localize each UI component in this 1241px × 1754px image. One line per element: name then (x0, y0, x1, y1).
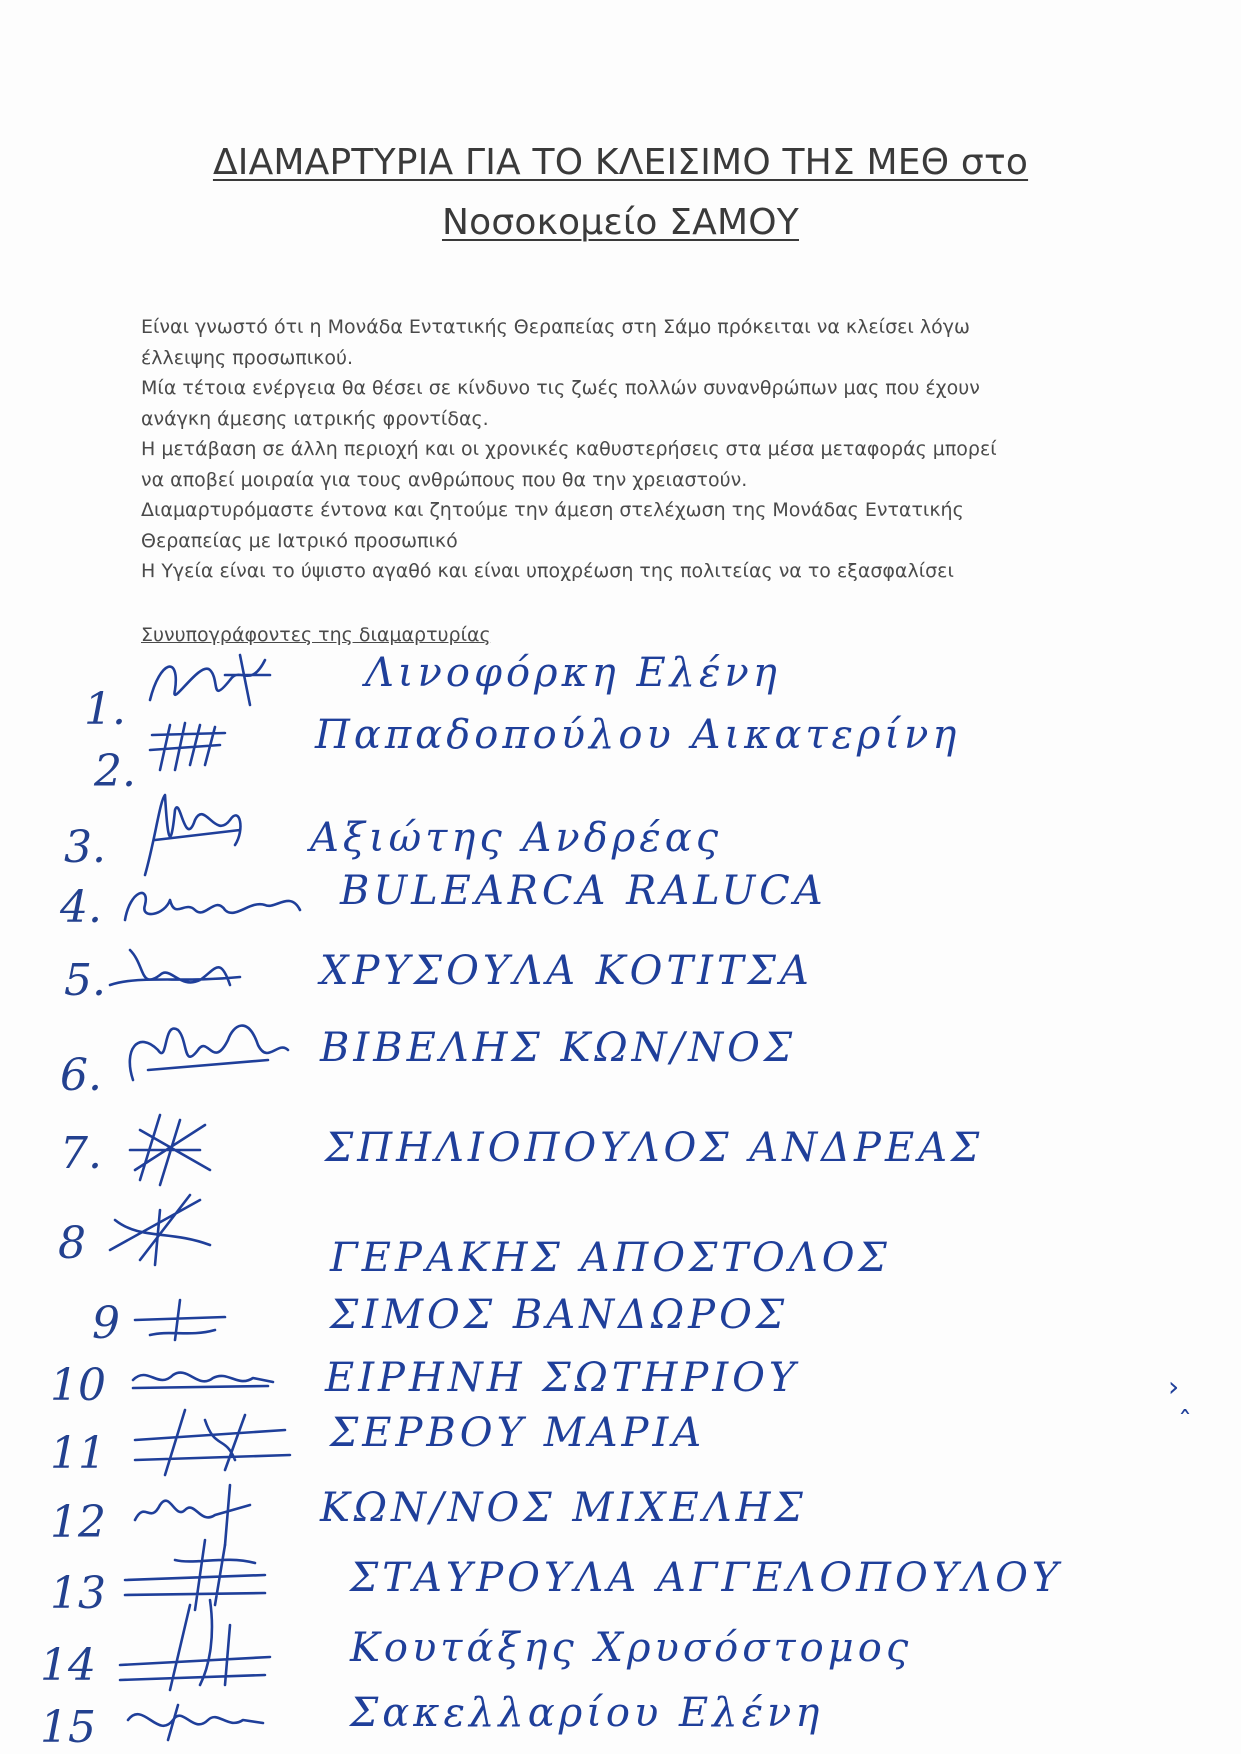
signatory-number: 4. (60, 882, 102, 933)
signature-scribble (118, 1695, 268, 1745)
signatory-number: 2. (94, 746, 136, 797)
signatory-name: ΒΙΒΕΛΗΣ ΚΩΝ/ΝΟΣ (320, 1025, 797, 1071)
signatory-number: 11 (50, 1428, 106, 1479)
signatory-number: 1. (84, 684, 126, 735)
signatory-name: ΣΤΑΥΡΟΥΛΑ ΑΓΓΕΛΟΠΟΥΛΟΥ (350, 1555, 1063, 1601)
signatory-name: ΣΠΗΛΙΟΠΟΥΛΟΣ ΑΝΔΡΕΑΣ (325, 1125, 984, 1171)
signatory-number: 12 (50, 1497, 106, 1548)
signature-scribble (100, 945, 250, 1005)
signature-scribble (100, 1190, 220, 1270)
body-line: να αποβεί μοιραία για τους ανθρώπους που θα την χρειαστούν. (141, 468, 748, 491)
signatory-name: Λινοφόρκη Ελένη (365, 650, 781, 696)
signatory-name: Σακελλαρίου Ελένη (350, 1690, 824, 1736)
signature-scribble (140, 650, 280, 710)
body-line: Η μετάβαση σε άλλη περιοχή και οι χρονικές καθυστερήσεις στα μέσα μεταφοράς μπορεί (141, 438, 997, 460)
signatory-name: Παπαδοπούλου Αικατερίνη (315, 712, 961, 758)
cosigners-heading: Συνυπογράφοντες της διαμαρτυρίας (141, 624, 491, 646)
signature-scribble (118, 1010, 293, 1090)
signatory-name: ΕΙΡΗΝΗ ΣΩΤΗΡΙΟΥ (325, 1355, 800, 1401)
signatory-name: BULEARCA RALUCA (340, 868, 827, 914)
body-line: Η Υγεία είναι το ύψιστο αγαθό και είναι υποχρέωση της πολιτείας να το εξασφαλίσει (141, 560, 954, 582)
signatory-name: ΣΕΡΒΟΥ ΜΑΡΙΑ (330, 1410, 706, 1456)
stray-pen-mark: › (1168, 1370, 1180, 1403)
signature-scribble (120, 1110, 220, 1190)
signatory-number: 10 (50, 1360, 106, 1411)
body-line: έλλειψης προσωπικού. (141, 346, 354, 369)
signature-scribble (130, 1295, 230, 1345)
signatory-name: ΧΡΥΣΟΥΛΑ ΚΟΤΙΤΣΑ (320, 948, 813, 994)
stray-pen-mark: ˆ (1178, 1405, 1192, 1438)
body-line: Μία τέτοια ενέργεια θα θέσει σε κίνδυνο τις ζωές πολλών συνανθρώπων μας που έχουν (141, 377, 980, 399)
document-title-line-1: ΔΙΑΜΑΡΤΥΡΙΑ ΓΙΑ ΤΟ ΚΛΕΙΣΙΜΟ ΤΗΣ ΜΕΘ στο (212, 142, 1029, 183)
signatory-name: ΓΕΡΑΚΗΣ ΑΠΟΣΤΟΛΟΣ (330, 1235, 891, 1281)
signatory-number: 7. (60, 1128, 102, 1179)
signatory-name: ΚΩΝ/ΝΟΣ ΜΙΧΕΛΗΣ (320, 1485, 807, 1531)
signature-scribble (135, 790, 255, 880)
signature-scribble (110, 1595, 280, 1695)
signatory-name: Αξιώτης Ανδρέας (310, 815, 723, 861)
signature-scribble (140, 715, 240, 775)
signatory-number: 8 (58, 1218, 86, 1269)
signatory-name: ΣΙΜΟΣ ΒΑΝΔΩΡΟΣ (330, 1292, 789, 1338)
document-title-line-2: Νοσοκομείο ΣΑΜΟΥ (441, 202, 799, 243)
body-line: ανάγκη άμεσης ιατρικής φροντίδας. (141, 407, 489, 430)
signatory-number: 13 (50, 1568, 106, 1619)
protest-body (141, 312, 1091, 587)
signatory-number: 15 (40, 1702, 96, 1753)
body-line: Είναι γνωστό ότι η Μονάδα Εντατικής Θεραπείας στη Σάμο πρόκειται να κλείσει λόγω (141, 316, 970, 338)
signatory-name: Κουτάξης Χρυσόστομος (350, 1625, 913, 1671)
body-line: Θεραπείας με Ιατρικό προσωπικό (141, 529, 458, 552)
signatory-number: 5. (64, 955, 106, 1006)
signatory-number: 3. (64, 822, 106, 873)
body-line: Διαμαρτυρόμαστε έντονα και ζητούμε την άμεση στελέχωση της Μονάδας Εντατικής (141, 499, 964, 521)
signature-scribble (128, 1360, 278, 1400)
signatory-number: 9 (92, 1298, 120, 1349)
signatory-number: 14 (40, 1640, 96, 1691)
signature-scribble (125, 1400, 300, 1480)
signature-scribble (115, 880, 305, 930)
signatory-number: 6. (60, 1050, 102, 1101)
